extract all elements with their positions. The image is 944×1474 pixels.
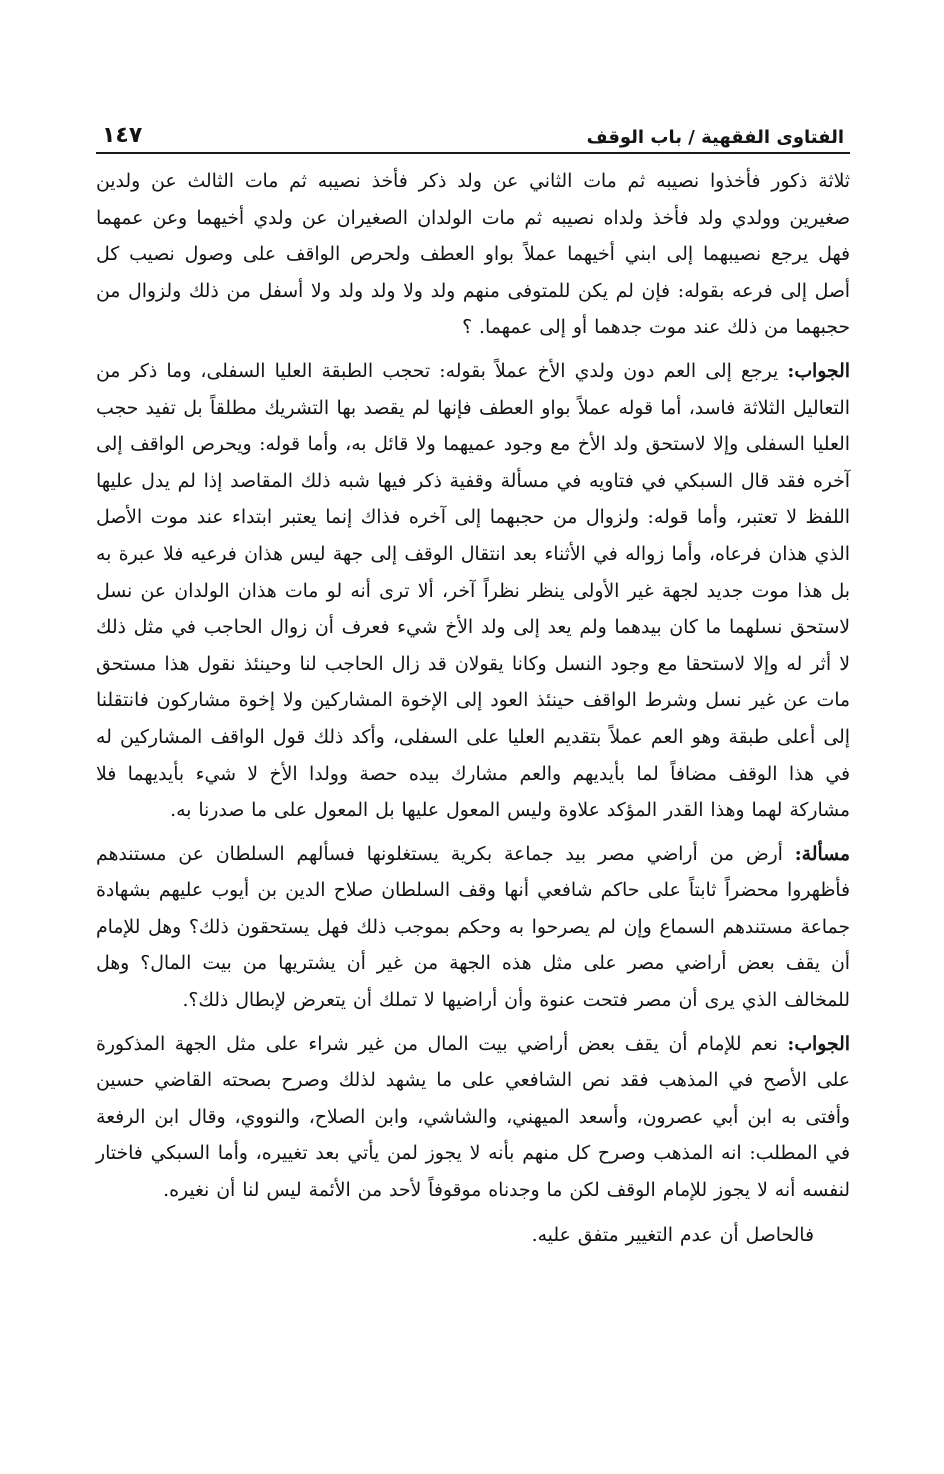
question-label: مسألة: [794, 842, 850, 865]
paragraph-answer-2 [96, 1026, 850, 1210]
document-body [96, 164, 850, 1254]
paragraph-answer-1 [96, 353, 850, 830]
header-title: الفتاوى الفقهية / باب الوقف [586, 127, 844, 148]
paragraph-text: ثلاثة ذكور فأخذوا نصيبه ثم مات الثاني عن ولد ذكر فأخذ نصيبه ثم مات الثالث عن ولدين صغيرين وولدي ولد فأخذ ولداه نصيبه ثم مات الولدان الصغيران عن ولدي أخيهما وعن عمهما فهل يرجع نصيبهما إلى ابني أخيهما عملاً بواو العطف ولحرص الواقف على وصول نصيب كل أصل إلى فرعه بقوله: فإن لم يكن للمتوفى منهم ولد ولا ولد ولد ولا أسفل من ذلك ولزوال من حجبهما من ذلك عند موت جدهما أو إلى عمهما. ؟ [96, 171, 850, 339]
paragraph-question-2 [96, 836, 850, 1020]
answer-label: الجواب: [787, 1032, 850, 1055]
paragraph-text: نعم للإمام أن يقف بعض أراضي بيت المال من غير شراء على مثل الجهة المذكورة على الأصح في المذهب فقد نص الشافعي على ما يشهد لذلك وصرح بصحته القاضي حسين وأفتى به ابن أبي عصرون، وأسعد الميهني، والشاشي، وابن الصلاح، والنووي، وقال ابن الرفعة في المطلب: انه المذهب وصرح كل منهم بأنه لا يجوز لمن يأتي بعد تغييره، وأما السبكي فاختار لنفسه أنه لا يجوز للإمام الوقف لكن ما وجدناه موقوفاً لأحد من الأئمة ليس لنا أن نغيره. [96, 1033, 850, 1202]
paragraph-text: يرجع إلى العم دون ولدي الأخ عملاً بقوله: تحجب الطبقة العليا السفلى، وما ذكر من التعاليل الثلاثة فاسد، أما قوله عملاً بواو العطف فإنها لم يقصد بها التشريك مطلقاً بل تفيد حجب العليا السفلى وإلا لاستحق ولد الأخ مع وجود عميهما ولا قائل به، وأما قوله: ويحرص الواقف إلى آخره فقد قال السبكي في فتاويه في مسألة وقفية ذكر فيها شبه ذلك المقاصد إذا لم يدل عليها اللفظ لا تعتبر، وأما قوله: ولزوال من حجبهما إلى آخره فذاك إنما يعتبر ابتداء عند موت الأصل الذي هذان فرعاه، وأما زواله في الأثناء بعد انتقال الوقف إلى جهة ليس هذان فرعيه فلا عبرة به بل هذا موت جديد لجهة غير الأولى ينظر نظراً آخر، ألا ترى أنه لو مات هذان الولدان عن نسل لاستحق نسلهما ما كان بيدهما ولم يعد إلى ولد الأخ شيء فعرف أن زوال الحاجب في مثل ذلك لا أثر له وإلا لاستحقا مع وجود النسل وكانا يقولان قد زال الحاجب لنا وحينئذ نقول هذا مستحق مات عن غير نسل وشرط الواقف حينئذ العود إلى الإخوة المشاركين ولا إخوة مشاركون فانتقلنا إلى أعلى طبقة وهو العم عملاً بتقديم العليا على السفلى، وأكد ذلك قول الواقف المشاركين له في هذا الوقف مضافاً لما بأيديهم والعم مشارك بيده حصة وولدا الأخ لا شيء بأيديهما فلا مشاركة لهما وهذا القدر المؤكد علاوة وليس المعول عليها بل المعول على ما صدرنا به. [96, 360, 850, 822]
document-page [96, 110, 850, 1260]
paragraph-question-continued [96, 164, 850, 347]
page-number: ١٤٧ [102, 123, 143, 148]
paragraph-conclusion [96, 1218, 850, 1255]
answer-label: الجواب: [787, 359, 850, 382]
paragraph-text: أرض من أراضي مصر بيد جماعة بكرية يستغلونها فسألهم السلطان عن مستندهم فأظهروا محضراً ثابتاً على حاكم شافعي أنها وقف السلطان صلاح الدين بن أيوب عليهم بشهادة جماعة مستندهم السماع وإن لم يصرحوا به وحكم بموجب ذلك فهل يستحقون ذلك؟ وهل للإمام أن يقف بعض أراضي مصر على مثل هذه الجهة من غير أن يشتريها من بيت المال؟ وهل للمخالف الذي يرى أن مصر فتحت عنوة وأن أراضيها لا تملك أن يتعرض لإبطال ذلك؟. [96, 843, 850, 1012]
paragraph-text: فالحاصل أن عدم التغيير متفق عليه. [531, 1224, 814, 1246]
running-header [96, 110, 850, 154]
